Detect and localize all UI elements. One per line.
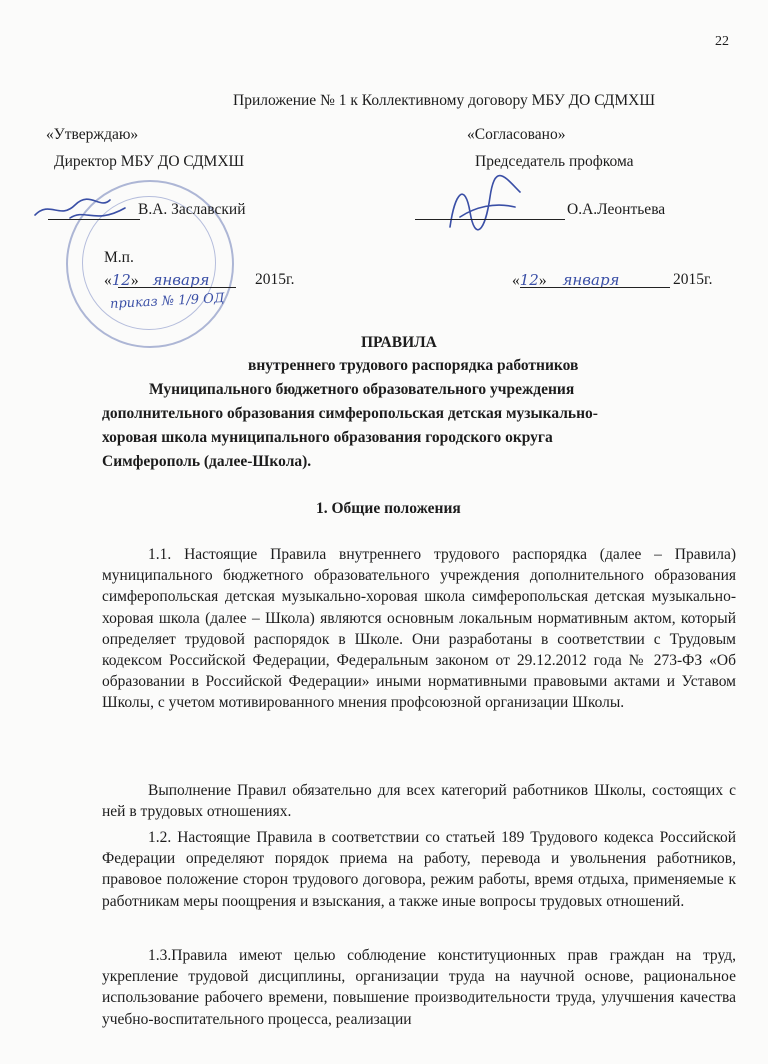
left-date-day: 12 [111,271,131,289]
rules-subtitle-1: внутреннего трудового распорядка работников [248,357,579,374]
director-position: Директор МБУ ДО СДМХШ [54,153,245,170]
right-date-year: 2015г. [673,271,713,288]
rules-subtitle-5: Симферополь (далее-Школа). [102,453,312,470]
rules-subtitle-4: хоровая школа муниципального образования городского округа [102,429,553,446]
right-date-day: 12 [519,271,539,289]
paragraph-1-1-cont: Выполнение Правил обязательно для всех категорий работников Школы, состоящих с ней в трудовых отношениях. [102,782,736,821]
right-date-month: января [562,271,620,289]
union-chair-position: Председатель профкома [475,153,634,170]
union-chair-signature [440,172,530,242]
approve-label: «Утверждаю» [46,126,139,143]
section-heading: 1. Общие положения [316,500,461,517]
paragraph-1-3: 1.3.Правила имеют целью соблюдение конституционных прав граждан на труд, укрепление трудовой дисциплины, организации труда на научной основе, рациональное использование рабочего времени, повышение производительности труда, улучшения качества учебно-воспитательного процесса, реализации [102,947,736,1028]
left-date: «12» января [104,271,210,289]
agreed-label: «Согласовано» [467,126,566,143]
page-number: 22 [715,34,729,49]
left-date-year: 2015г. [255,271,295,288]
union-chair-name: О.А.Леонтьева [567,201,666,218]
appendix-title: Приложение № 1 к Коллективному договору МБУ ДО СДМХШ [233,92,655,109]
rules-subtitle-2: Муниципального бюджетного образовательного учреждения [149,381,575,398]
union-chair-signature-line [415,219,565,220]
paragraph-1-2: 1.2. Настоящие Правила в соответствии со статьей 189 Трудового кодекса Российской Федерации определяют порядок приема на работу, перевода и увольнения работников, правовое положение сторон трудового договора, режим работы, время отдыха, применяемые к работникам меры поощрения и взыскания, а также иные вопросы трудовых отношений. [102,829,736,910]
rules-subtitle-3: дополнительного образования симферопольская детская музыкально- [102,405,598,422]
seal-label: М.п. [104,249,134,266]
paragraph-1-1: 1.1. Настоящие Правила внутреннего трудового распорядка (далее – Правила) муниципального бюджетного образовательного учреждения дополнительного образования симферопольская детская музыкально-хоровая школа симферопольская детская музыкально-хоровая школа (далее – Школа) являются основным локальным нормативным актом, который определяет трудовой распорядок в Школе. Они разработаны в соответствии с Трудовым кодексом Российской Федерации, Федеральным законом от 29.12.2012 года № 273-ФЗ «Об образовании в Российской Федерации» иными нормативными правовыми актами и Уставом Школы, с учетом мотивированного мнения профсоюзной организации Школы. [102,546,736,712]
director-name: В.А. Заславский [138,201,246,218]
right-date: «12» января [512,271,620,289]
rules-title: ПРАВИЛА [361,334,437,351]
order-handwritten-note: приказ № 1/9 ОД [109,291,225,312]
left-date-line [118,287,236,288]
director-signature [30,190,150,230]
right-date-line [520,287,670,288]
left-date-month: января [152,271,210,289]
